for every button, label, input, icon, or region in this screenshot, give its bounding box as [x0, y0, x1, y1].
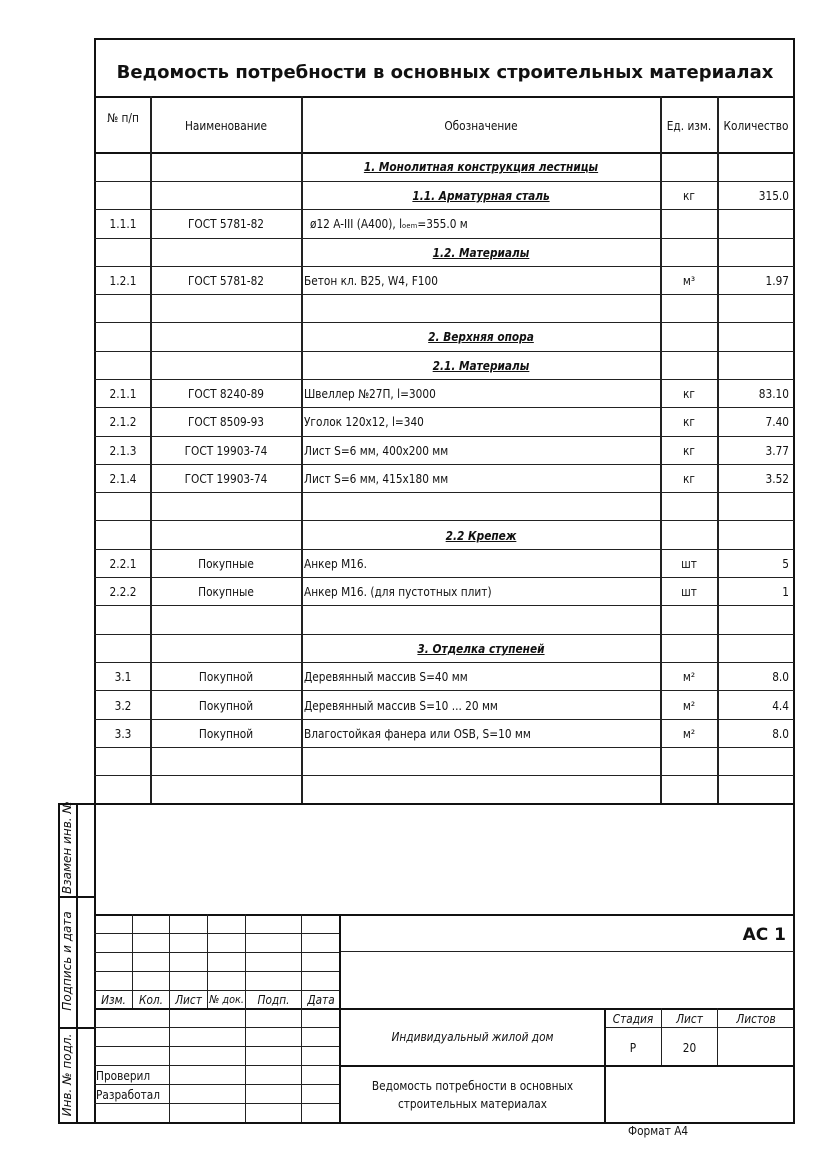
row-2-1-4-name: ГОСТ 19903-74 — [184, 472, 268, 486]
row-3-1-name: Покупной — [198, 670, 254, 684]
stamp-grid-h — [94, 952, 340, 953]
stamp-grid-h — [94, 1027, 340, 1028]
row-2-1-1-num: 2.1.1 — [109, 387, 137, 401]
stamp-top-line — [94, 914, 795, 916]
side-label-podpis: Подпись и дата — [60, 911, 74, 1011]
row-line — [94, 294, 794, 295]
stamp-grid-v — [245, 914, 246, 1122]
row-3-3-designation: Влагостойкая фанера или OSB, S=10 мм — [304, 727, 531, 741]
stamp-grid-h — [94, 1046, 340, 1047]
row-2-1-4-unit: кг — [683, 472, 695, 486]
stamp-grid-v-main — [339, 914, 341, 1122]
stamp-stadiya-label: Стадия — [612, 1012, 654, 1026]
stamp-list-label: Лист — [676, 1012, 703, 1026]
side-label-vzamen: Взамен инв. № — [60, 801, 74, 894]
side-label-inv: Инв. № подл. — [60, 1033, 74, 1117]
row-2-1-4-num: 2.1.4 — [109, 472, 137, 486]
row-line — [94, 464, 794, 465]
stamp-project-name: Индивидуальный жилой дом — [391, 1030, 554, 1044]
row-2-1-2-unit: кг — [683, 415, 695, 429]
section-2-1-heading: 2.1. Материалы — [432, 359, 530, 373]
row-2-2-2-unit: шт — [681, 585, 697, 599]
row-2-2-1-designation: Анкер М16. — [304, 557, 367, 571]
row-line — [94, 379, 794, 380]
row-line — [94, 436, 794, 437]
row-2-1-2-qty: 7.40 — [765, 415, 789, 429]
row-line — [94, 266, 794, 267]
row-line — [94, 520, 794, 521]
stamp-grid-h — [94, 1084, 340, 1085]
stamp-grid-h — [94, 971, 340, 972]
row-1-1-1-name: ГОСТ 5781-82 — [187, 217, 265, 231]
row-line — [94, 662, 794, 663]
col-header-num-text: № п/п — [107, 111, 139, 125]
col-header-unit: Ед. изм. — [666, 119, 712, 133]
row-2-2-1-qty: 5 — [782, 557, 789, 571]
row-2-1-3-num: 2.1.3 — [109, 444, 137, 458]
frame-left-line — [94, 38, 96, 1123]
row-1-2-1-name: ГОСТ 5781-82 — [187, 274, 265, 288]
row-2-1-1-designation: Швеллер №27П, l=3000 — [304, 387, 436, 401]
section-1-2-heading: 1.2. Материалы — [432, 246, 530, 260]
row-1-2-1-num: 1.2.1 — [109, 274, 137, 288]
stamp-grid-v — [207, 914, 208, 1008]
row-3-3-qty: 8.0 — [772, 727, 789, 741]
row-2-1-2-name: ГОСТ 8509-93 — [187, 415, 265, 429]
format-label: Формат А4 — [628, 1124, 689, 1138]
stamp-doc-title-line2: строительных материалах — [397, 1097, 548, 1111]
stamp-mid-line — [94, 1008, 795, 1010]
row-line — [94, 719, 794, 720]
col-line-1 — [150, 96, 152, 804]
col-header-designation: Обозначение — [444, 119, 518, 133]
section-3-heading: 3. Отделка ступеней — [417, 642, 545, 656]
side-strip-sep-1 — [58, 896, 95, 898]
stamp-right-sep-1 — [340, 951, 794, 952]
row-2-1-4-designation: Лист S=6 мм, 415х180 мм — [304, 472, 449, 486]
stamp-col-kol: Кол. — [138, 993, 164, 1007]
col-header-qty: Количество — [723, 119, 789, 133]
col-line-3 — [660, 96, 662, 804]
row-line — [94, 605, 794, 606]
row-2-1-2-num: 2.1.2 — [109, 415, 137, 429]
row-1-2-1-qty: 1.97 — [765, 274, 789, 288]
row-2-1-1-name: ГОСТ 8240-89 — [187, 387, 265, 401]
row-line — [94, 238, 794, 239]
stamp-stage-sep — [604, 1027, 794, 1028]
row-2-2-1-name: Покупные — [198, 557, 254, 571]
col-header-num — [99, 110, 147, 126]
row-1-1-qty: 315.0 — [758, 189, 789, 203]
row-2-1-2-designation: Уголок 120х12, l=340 — [304, 415, 424, 429]
row-1-1-1-designation: ø12 A-III (A400), lₒₑₘ=355.0 м — [310, 217, 468, 231]
row-line — [94, 747, 794, 748]
row-line — [94, 549, 794, 550]
stamp-grid-h — [94, 1103, 340, 1104]
col-line-2 — [301, 96, 303, 804]
row-3-1-unit: м² — [682, 670, 696, 684]
row-3-2-unit: м² — [682, 699, 696, 713]
section-2-heading: 2. Верхняя опора — [428, 330, 534, 344]
row-2-2-2-name: Покупные — [198, 585, 254, 599]
row-3-3-unit: м² — [682, 727, 696, 741]
row-3-1-num: 3.1 — [114, 670, 132, 684]
row-3-1-qty: 8.0 — [772, 670, 789, 684]
row-2-2-1-unit: шт — [681, 557, 697, 571]
stamp-grid-v — [301, 914, 302, 1122]
stamp-list-value: 20 — [682, 1041, 697, 1055]
table-header-bottom-line — [94, 152, 795, 154]
stamp-stadiya-value: Р — [629, 1041, 637, 1055]
row-1-1-unit: кг — [683, 189, 695, 203]
stamp-col-podp: Подп. — [257, 993, 290, 1007]
row-2-1-1-qty: 83.10 — [758, 387, 789, 401]
document-title: Ведомость потребности в основных строительных материалах — [116, 62, 774, 83]
stamp-grid-v — [132, 914, 133, 1008]
row-3-2-num: 3.2 — [114, 699, 132, 713]
stamp-col-data: Дата — [307, 993, 335, 1007]
section-1-1-heading: 1.1. Арматурная сталь — [412, 189, 550, 203]
row-3-2-designation: Деревянный массив S=10 ... 20 мм — [304, 699, 498, 713]
stamp-grid-h — [94, 933, 340, 934]
frame-right-line — [793, 38, 795, 1123]
row-line — [94, 577, 794, 578]
row-3-3-name: Покупной — [198, 727, 254, 741]
row-2-2-2-num: 2.2.2 — [109, 585, 137, 599]
row-line — [94, 322, 794, 323]
row-line — [94, 351, 794, 352]
row-3-2-qty: 4.4 — [772, 699, 789, 713]
row-line — [94, 634, 794, 635]
side-strip-mid-line — [76, 803, 78, 1123]
row-line — [94, 690, 794, 691]
row-2-1-3-unit: кг — [683, 444, 695, 458]
col-line-4 — [717, 96, 719, 804]
row-2-2-1-num: 2.2.1 — [109, 557, 137, 571]
row-2-1-4-qty: 3.52 — [765, 472, 789, 486]
stamp-proveril: Проверил — [96, 1069, 151, 1083]
stamp-col-izm: Изм. — [101, 993, 126, 1007]
table-top-line — [94, 96, 795, 98]
stamp-grid-h — [94, 1065, 340, 1066]
stamp-code: АС 1 — [742, 925, 786, 945]
row-1-2-1-unit: м³ — [682, 274, 696, 288]
stamp-doc-title-line1: Ведомость потребности в основных — [371, 1079, 574, 1093]
row-line — [94, 775, 794, 776]
section-1-heading: 1. Монолитная конструкция лестницы — [363, 160, 599, 174]
row-2-2-2-designation: Анкер М16. (для пустотных плит) — [304, 585, 492, 599]
stamp-col-list: Лист — [175, 993, 202, 1007]
row-2-1-3-name: ГОСТ 19903-74 — [184, 444, 268, 458]
col-header-name: Наименование — [184, 119, 268, 133]
row-2-1-3-designation: Лист S=6 мм, 400х200 мм — [304, 444, 449, 458]
stamp-listov-label: Листов — [736, 1012, 776, 1026]
row-1-1-1-num: 1.1.1 — [109, 217, 137, 231]
row-3-3-num: 3.3 — [114, 727, 132, 741]
stamp-stage-v-1 — [661, 1008, 662, 1065]
row-line — [94, 209, 794, 210]
row-2-2-2-qty: 1 — [782, 585, 789, 599]
section-2-2-heading: 2.2 Крепеж — [445, 529, 517, 543]
row-2-1-3-qty: 3.77 — [765, 444, 789, 458]
row-3-1-designation: Деревянный массив S=40 мм — [304, 670, 468, 684]
stamp-col-ndok: № док. — [209, 993, 244, 1006]
row-line — [94, 492, 794, 493]
stamp-right-sep-2 — [340, 1065, 794, 1067]
stamp-grid-h — [94, 990, 340, 991]
row-2-1-1-unit: кг — [683, 387, 695, 401]
stamp-razrabotal: Разработал — [96, 1088, 160, 1102]
row-1-2-1-designation: Бетон кл. В25, W4, F100 — [304, 274, 438, 288]
row-line — [94, 181, 794, 182]
row-line — [94, 407, 794, 408]
table-bottom-line — [58, 803, 795, 805]
frame-top-line — [94, 38, 795, 40]
stamp-stage-left-line — [604, 1008, 606, 1122]
stamp-stage-v-2 — [717, 1008, 718, 1065]
row-3-2-name: Покупной — [198, 699, 254, 713]
stamp-grid-v — [169, 914, 170, 1122]
